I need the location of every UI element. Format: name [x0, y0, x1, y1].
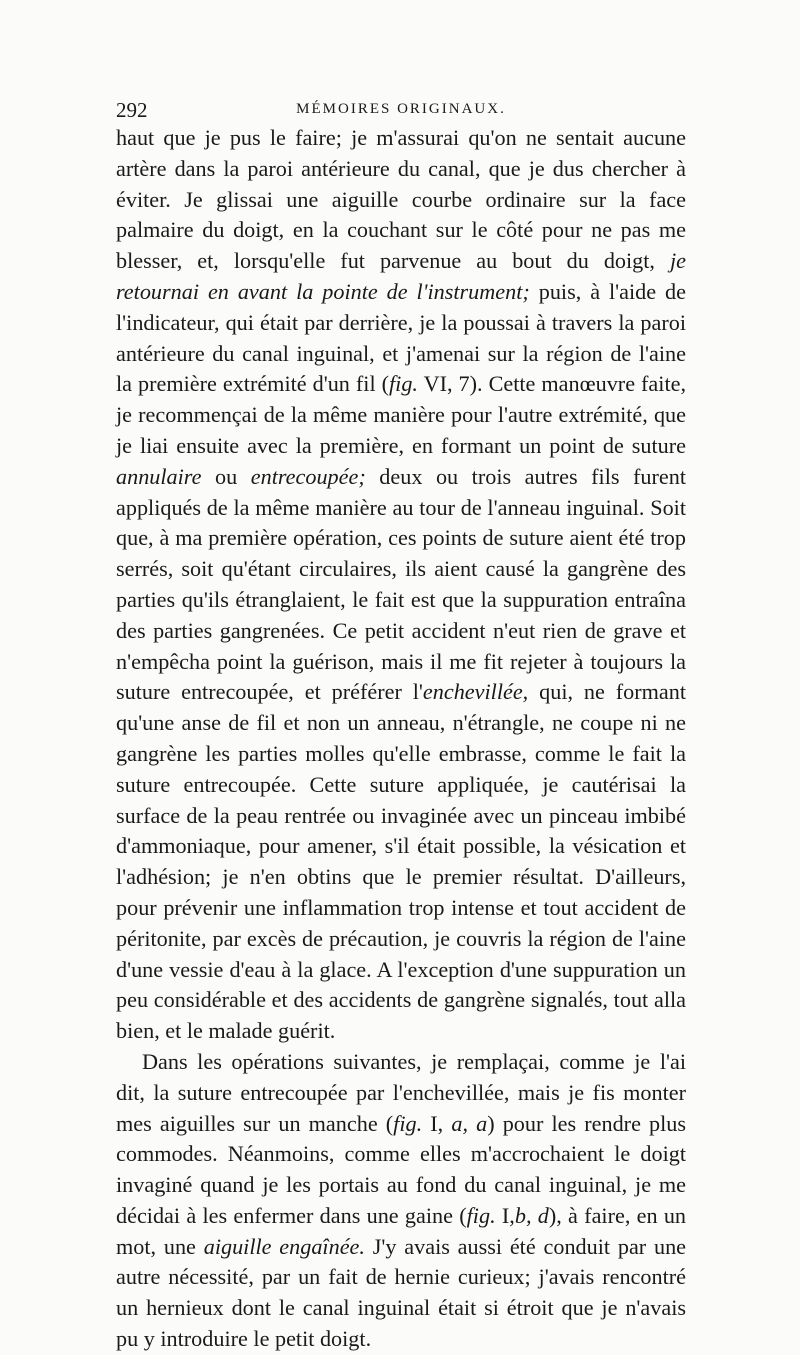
- italic-run: fig.: [466, 1202, 496, 1228]
- page-number: 292: [116, 98, 148, 122]
- text-run: J'y avais aussi été conduit par une autre nécessité, par un fait de hernie curieux; j'avais rencontré un hernieux dont le canal inguinal était si étroit que je n'avais pu y introduire le petit doigt.: [116, 1233, 687, 1352]
- text-run: puis, à l'aide de l'indicateur, qui était par derrière, je la poussai à travers la paroi antérieure du canal inguinal, et j'amenai sur la région de l'aine la première extrémité d'un fil (: [116, 278, 686, 397]
- paragraph: [116, 1047, 686, 1355]
- italic-run: b, d: [514, 1202, 549, 1228]
- text-run: I,: [430, 1110, 444, 1136]
- italic-run: entrecoupée;: [250, 463, 366, 489]
- text-run: ) pour les rendre plus commodes. Néanmoins, comme elles m'accrochaient le doigt invaginé quand je les portais au fond du canal inguinal, je me décidai à les enfermer dans une gaine (: [116, 1110, 687, 1228]
- italic-run: annulaire: [116, 463, 202, 489]
- text-run: ou: [215, 463, 238, 489]
- paragraph: [116, 123, 686, 1047]
- text-run: VI, 7). Cette manœuvre faite, je recommençai de la même manière pour l'autre extrémité, que je liai ensuite avec la première, en formant un point de suture: [116, 371, 686, 458]
- text-run: deux ou trois autres fils furent appliqués de la même manière au tour de l'anneau inguinal. Soit que, à ma première opération, ces points de suture aient été trop serrés, soit qu'étant circulaires, ils aient causé la gangrène des parties qu'ils étranglaient, le fait est que la suppuration entraîna des parties gangrenées. Ce petit accident n'eut rien de grave et n'empêcha point la guérison, mais il me fit rejeter à toujours la suture entrecoupée, et préférer l': [116, 463, 687, 705]
- italic-run: aiguille engaînée.: [203, 1233, 365, 1259]
- text-run: I,: [501, 1202, 515, 1228]
- text-run: qui, ne formant qu'une anse de fil et non un anneau, n'étrangle, ne coupe ni ne gangrène les parties molles qu'elle embrasse, comme le fait la suture entrecoupée. Cette suture appliquée, je cautérisai la surface de la peau rentrée ou invaginée avec un pinceau imbibé d'ammoniaque, pour amener, s'il était possible, la vésication et l'adhésion; je n'en obtins que le premier résultat. D'ailleurs, pour prévenir une inflammation trop intense et tout accident de péritonite, par excès de précaution, je couvris la région de l'aine d'une vessie d'eau à la glace. A l'exception d'une suppuration un peu considérable et des accidents de gangrène signalés, tout alla bien, et le malade guérit.: [116, 679, 687, 1044]
- text-run: Dans les opérations suivantes, je remplaçai, comme je l'ai dit, la suture entrecoupée par l'enchevillée, mais je fis monter mes aiguilles sur un manche (: [116, 1048, 686, 1136]
- text-run: ), à faire, en un mot, une: [116, 1202, 687, 1259]
- italic-run: fig.: [389, 371, 418, 397]
- text-run: haut que je pus le faire; je m'assurai qu'on ne sentait aucune artère dans la paroi antérieure du canal, que je dus chercher à éviter. Je glissai une aiguille courbe ordinaire sur la face palmaire du doigt, en la couchant sur le côté pour ne pas me blesser, et, lorsqu'elle fut parvenue au bout du doigt,: [116, 125, 686, 274]
- body-text: [116, 123, 686, 1355]
- italic-run: a, a: [451, 1110, 488, 1136]
- italic-run: fig.: [393, 1110, 423, 1136]
- page-header: [116, 98, 686, 122]
- running-head: MÉMOIRES ORIGINAUX.: [296, 101, 506, 117]
- italic-run: je retournai en avant la pointe de l'instrument;: [116, 248, 686, 304]
- italic-run: enchevillée,: [422, 679, 529, 705]
